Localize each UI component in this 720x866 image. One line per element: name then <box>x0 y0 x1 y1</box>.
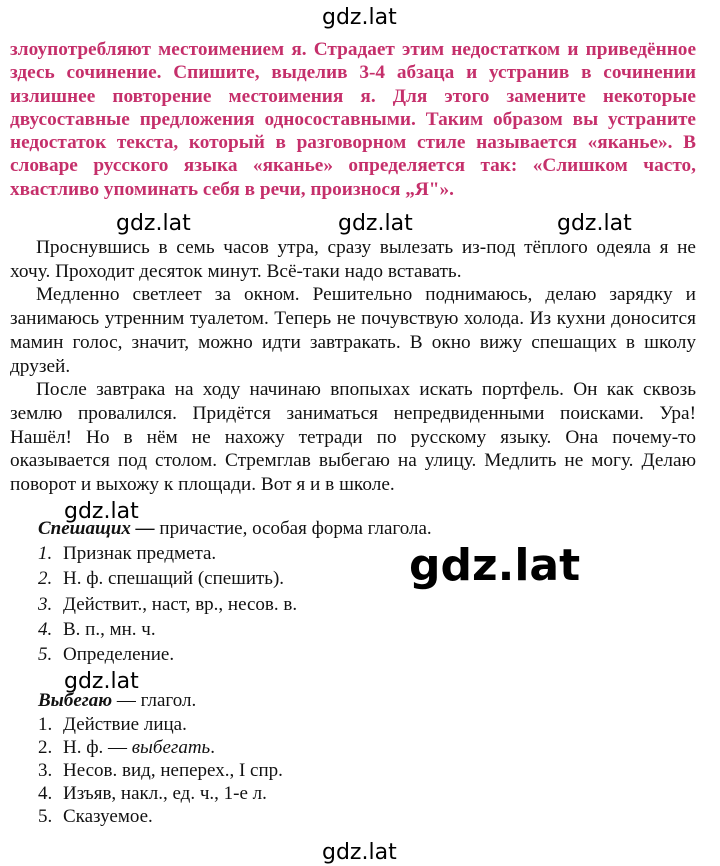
parse-item <box>38 782 598 805</box>
item-text: В. п., мн. ч. <box>63 618 156 640</box>
item-text: Определение. <box>63 644 175 666</box>
parse-item <box>38 617 598 642</box>
parse-description: — глагол. <box>112 690 197 711</box>
item-number: 5. <box>38 806 53 828</box>
watermark-top: gdz.lat <box>322 5 397 30</box>
item-number: 4. <box>38 783 53 805</box>
parse-item <box>38 541 598 566</box>
watermark-center: gdz.lat <box>338 211 413 236</box>
parse-item <box>38 642 598 667</box>
word-parse-participle <box>38 516 598 667</box>
item-text: Признак предмета. <box>63 543 217 565</box>
item-number: 2. <box>38 568 53 590</box>
story-paragraph: После завтрака на ходу начинаю впопыхах искать портфель. Он как сквозь землю провалился. Придётся заниматься непредвиденными поисками. Ура! Нашёл! Но в нём не нахожу тетради по русскому языку. Она почему-то оказывается под столом. Стремглав выбегаю на улицу. Медлить не могу. Делаю поворот и выхожу к площади. Вот я и в школе. <box>10 379 696 496</box>
parse-list <box>38 541 598 667</box>
item-text: Сказуемое. <box>63 806 153 828</box>
item-number: 1. <box>38 543 53 565</box>
watermark-bottom: gdz.lat <box>322 840 397 865</box>
item-number: 5. <box>38 644 53 666</box>
watermark-right: gdz.lat <box>557 211 632 236</box>
watermark-mid-left: gdz.lat <box>64 499 139 524</box>
item-text: Изъяв, накл., ед. ч., 1-е л. <box>63 783 267 805</box>
parse-list <box>38 713 598 828</box>
item-text: Н. ф. — выбегать. <box>63 737 215 759</box>
parsed-word: Выбегаю <box>38 690 113 711</box>
story-paragraph: Медленно светлеет за окном. Решительно поднимаюсь, делаю зарядку и занимаюсь утренним туалетом. Теперь не почувствую холода. Из кухни доносится мамин голос, значит, можно идти завтракать. В окно вижу спешащих в школу друзей. <box>10 284 696 377</box>
item-text: Действие лица. <box>63 714 187 736</box>
item-number: 2. <box>38 737 53 759</box>
story-paragraph: Проснувшись в семь часов утра, сразу вылезать из-под тёплого одеяла я не хочу. Проходит десяток минут. Всё-таки надо вставать. <box>10 237 696 282</box>
parse-item <box>38 566 598 591</box>
watermark-large: gdz.lat <box>409 540 581 591</box>
story-text <box>10 236 696 497</box>
watermark-lower-left: gdz.lat <box>64 669 139 694</box>
item-number: 1. <box>38 714 53 736</box>
parse-item <box>38 592 598 617</box>
word-parse-verb <box>38 688 598 828</box>
parse-item <box>38 713 598 736</box>
item-text: Н. ф. спешащий (спешить). <box>63 568 285 590</box>
parse-item <box>38 805 598 828</box>
item-text: Действит., наст, вр., несов. в. <box>63 593 298 615</box>
item-number: 3. <box>38 593 53 615</box>
parsed-word: Спешащих — <box>38 518 155 539</box>
parse-description: причастие, особая форма глагола. <box>154 518 432 539</box>
item-number: 3. <box>38 760 53 782</box>
initial-form: выбегать <box>131 737 211 759</box>
watermark-left: gdz.lat <box>116 211 191 236</box>
parse-heading <box>38 688 598 713</box>
parse-item <box>38 759 598 782</box>
parse-item <box>38 736 598 759</box>
parse-heading <box>38 516 598 541</box>
task-instruction: злоупотребляют местоимением я. Страдает этим недостатком и приведённое здесь сочинение. Спишите, выделив 3-4 абзаца и устранив в сочинении излишнее повторение местоимения я. Для этого замените некоторые двусоставные предложения односоставными. Таким образом вы устраните недостаток текста, который в разговорном стиле называется «яканье». В словаре русского языка «яканье» определяется так: «Слишком часто, хвастливо упоминать себя в речи, произнося „Я"». <box>10 39 696 200</box>
item-text: Несов. вид, неперех., I спр. <box>63 760 283 782</box>
item-number: 4. <box>38 618 53 640</box>
